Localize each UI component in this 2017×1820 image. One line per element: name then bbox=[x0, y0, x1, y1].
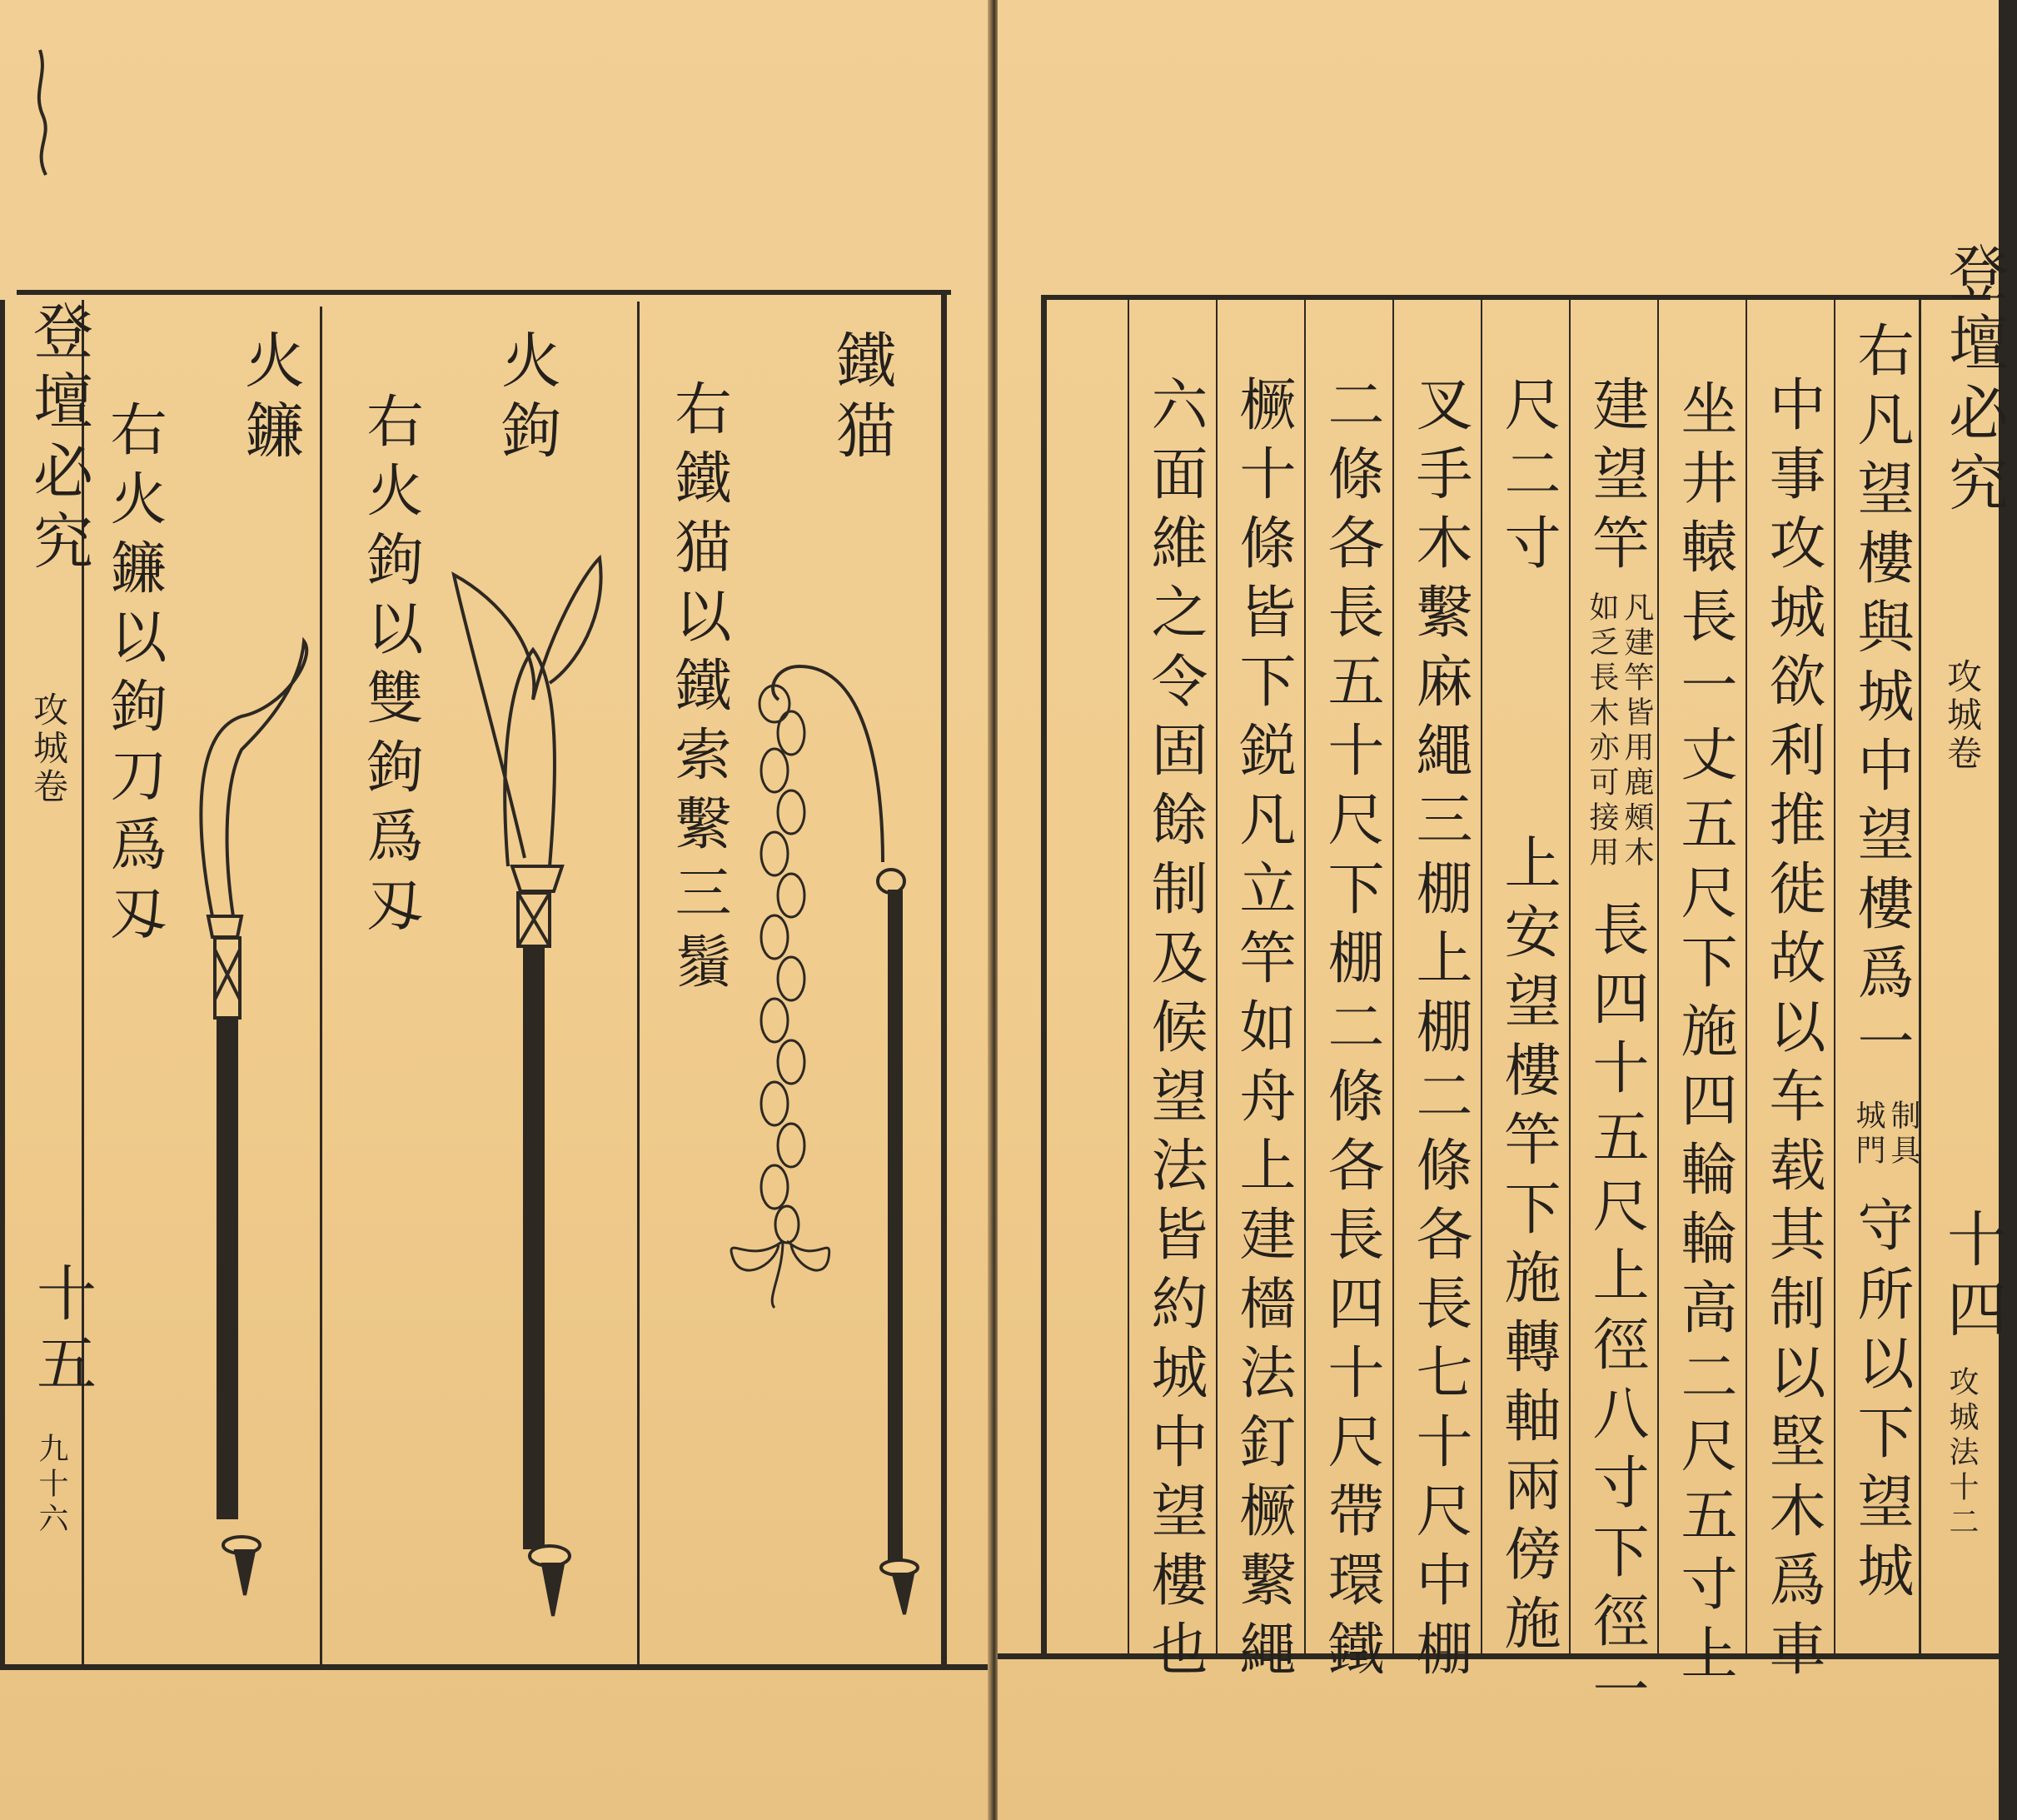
text-column: 六面維之令固餘制及候望法皆約城中望樓也 bbox=[1142, 375, 1208, 1688]
outer-border bbox=[1041, 295, 1047, 1654]
margin-flourish bbox=[39, 50, 46, 175]
chapter-label: 攻城卷 bbox=[1942, 658, 1983, 773]
item-caption: 右火鉤以雙鉤爲刄 bbox=[357, 391, 423, 945]
column-rule bbox=[1481, 300, 1482, 1653]
page-code: 九十六 bbox=[34, 1433, 68, 1538]
left-page bbox=[0, 0, 989, 1820]
item-caption: 右鐵猫以鐵索繫三鬚 bbox=[665, 379, 731, 1001]
book-title: 登壇必究 bbox=[1939, 242, 2009, 521]
section-ref: 攻城法十二 bbox=[1945, 1366, 1979, 1541]
column-rule bbox=[1216, 300, 1218, 1653]
iron-grapnel-illustration bbox=[731, 666, 918, 1614]
column-rule bbox=[1392, 300, 1394, 1653]
text-column: 叉手木繫麻繩三棚上棚二條各長七十尺中棚 bbox=[1407, 375, 1472, 1688]
text-column: 尺二寸 bbox=[1495, 375, 1561, 582]
book-title: 登壇必究 bbox=[23, 300, 93, 580]
column-rule bbox=[1128, 300, 1129, 1653]
column-tail: 長四十五尺上徑八寸下徑一 bbox=[1583, 900, 1649, 1729]
item-title: 鐵猫 bbox=[826, 329, 896, 469]
chapter-label: 攻城卷 bbox=[28, 691, 69, 806]
folio-number: 十五 bbox=[27, 1262, 97, 1402]
item-title: 火鉤 bbox=[491, 329, 561, 469]
illustrations bbox=[0, 0, 989, 1820]
column-tail: 守所以下望城 bbox=[1848, 1195, 1914, 1610]
column-rule bbox=[1569, 300, 1571, 1653]
column-main: 右凡望樓與城中望樓爲一 bbox=[1848, 321, 1914, 1081]
text-column: 中事攻城欲利推徙故以车载其制以堅木爲車 bbox=[1760, 375, 1825, 1688]
column-tail: 上安望樓竿下施轉軸兩傍施 bbox=[1495, 833, 1561, 1663]
column-note: 制具 bbox=[1886, 1099, 1920, 1169]
column-rule bbox=[1657, 300, 1659, 1653]
folio-number: 十四 bbox=[1937, 1208, 2007, 1348]
column-rule bbox=[1304, 300, 1306, 1653]
item-title: 火鐮 bbox=[235, 329, 305, 469]
column-note: 如乏長木亦可接用 bbox=[1585, 591, 1619, 871]
column-note: 城門 bbox=[1851, 1099, 1885, 1169]
right-page bbox=[998, 0, 2009, 1820]
text-column: 橛十條皆下鋭凡立竿如舟上建檣法釘橛繫繩 bbox=[1230, 375, 1296, 1688]
fire-sickle-illustration bbox=[201, 641, 306, 1595]
text-column bbox=[1840, 321, 1921, 1081]
top-border bbox=[1041, 295, 1990, 300]
text-column: 二條各長五十尺下棚二條各長四十尺帶環鐵 bbox=[1318, 375, 1384, 1688]
item-caption: 右火鐮以鉤刀爲刄 bbox=[101, 400, 167, 953]
text-column: 建望竿 bbox=[1583, 375, 1649, 582]
column-note: 凡建竿皆用鹿頰木 bbox=[1620, 591, 1654, 871]
text-column: 坐井轅長一丈五尺下施四輪輪高二尺五寸上 bbox=[1671, 379, 1737, 1693]
column-rule bbox=[1834, 300, 1835, 1653]
fire-hook-illustration bbox=[454, 558, 601, 1616]
column-rule bbox=[1746, 300, 1747, 1653]
